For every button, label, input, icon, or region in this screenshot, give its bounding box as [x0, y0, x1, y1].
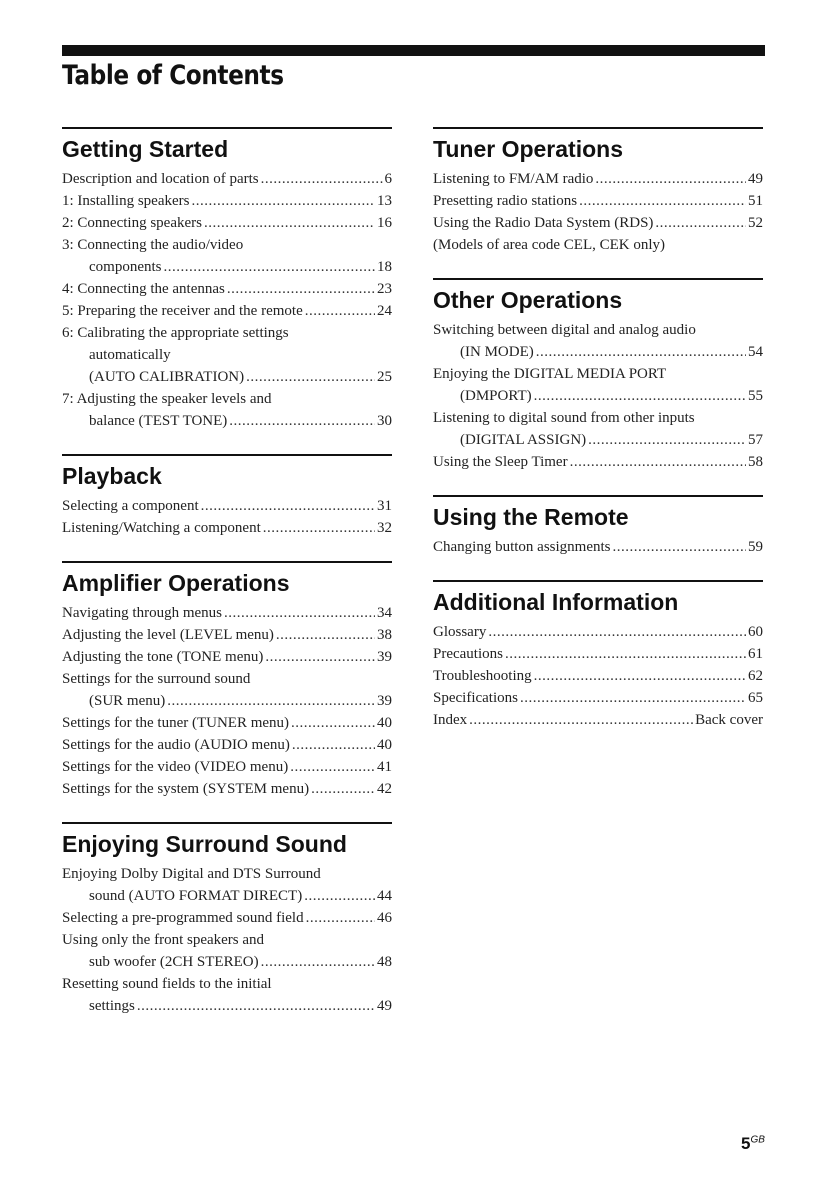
toc-entry-line — [433, 168, 763, 190]
toc-entry-line — [62, 366, 392, 388]
toc-entry-line — [62, 690, 392, 712]
toc-page-number: 52 — [748, 215, 763, 231]
toc-entry[interactable] — [433, 621, 763, 643]
toc-entry-text: Using only the front speakers and — [62, 932, 265, 948]
toc-entry[interactable] — [62, 624, 392, 646]
toc-entry[interactable] — [62, 388, 392, 432]
dot-leader — [261, 951, 375, 973]
toc-entry-line — [62, 973, 392, 995]
toc-entry-line — [62, 322, 392, 344]
toc-entry-text: 6: Calibrating the appropriate settings — [62, 325, 289, 341]
toc-entry-line — [433, 643, 763, 665]
toc-entry-line — [433, 212, 763, 234]
toc-entry-text: 3: Connecting the audio/video — [62, 237, 244, 253]
dot-leader — [229, 410, 375, 432]
toc-entry-text: Settings for the system (SYSTEM menu) — [62, 781, 310, 797]
dot-leader — [505, 643, 746, 665]
toc-entry[interactable] — [62, 322, 392, 388]
toc-entry[interactable] — [62, 190, 392, 212]
toc-entry-line — [433, 234, 763, 256]
toc-page-number: 44 — [377, 888, 392, 904]
toc-entry-text: (SUR menu) — [89, 693, 166, 709]
toc-page-number: 55 — [748, 388, 763, 404]
toc-page-number: 31 — [377, 498, 392, 514]
toc-entry-line — [62, 388, 392, 410]
toc-entry[interactable] — [433, 319, 763, 363]
section-title: Amplifier Operations — [62, 570, 290, 596]
toc-entry-line — [433, 709, 763, 731]
toc-entry-text: Listening to FM/AM radio — [433, 171, 594, 187]
toc-page-number: 6 — [384, 171, 392, 187]
dot-leader — [167, 690, 375, 712]
dot-leader — [304, 885, 375, 907]
section-title: Other Operations — [433, 287, 623, 313]
dot-leader — [261, 168, 383, 190]
toc-entry-text: Glossary — [433, 624, 487, 640]
toc-entry-line — [62, 907, 392, 929]
toc-entry-text: Adjusting the level (LEVEL menu) — [62, 627, 274, 643]
toc-page-number: 24 — [377, 303, 392, 319]
toc-entry[interactable] — [62, 168, 392, 190]
toc-entry-text: (IN MODE) — [460, 344, 534, 360]
toc-entry-text: Specifications — [433, 690, 518, 706]
toc-entry[interactable] — [62, 778, 392, 800]
toc-entry-text: 1: Installing speakers — [62, 193, 190, 209]
dot-leader — [613, 536, 747, 558]
section-additional-information — [433, 580, 763, 731]
right-column — [433, 127, 763, 731]
toc-page-number: 16 — [377, 215, 392, 231]
toc-entry-line — [433, 385, 763, 407]
toc-entry-line — [433, 451, 763, 473]
dot-leader — [655, 212, 746, 234]
toc-entry-line — [433, 319, 763, 341]
toc-entry-line — [433, 190, 763, 212]
toc-page-number: 40 — [377, 737, 392, 753]
toc-page-number: 58 — [748, 454, 763, 470]
dot-leader — [469, 709, 693, 731]
toc-entry-line — [62, 646, 392, 668]
toc-entry-text: Settings for the video (VIDEO menu) — [62, 759, 289, 775]
toc-entry-line — [62, 929, 392, 951]
toc-entry-text: Presetting radio stations — [433, 193, 578, 209]
toc-page-number: 25 — [377, 369, 392, 385]
toc-page-number: 48 — [377, 954, 392, 970]
toc-entry-text: Listening to digital sound from other inputs — [433, 410, 695, 426]
section-tuner-operations — [433, 127, 763, 256]
toc-entry-text: Selecting a pre-programmed sound field — [62, 910, 304, 926]
toc-page-number: 46 — [377, 910, 392, 926]
toc-entry[interactable] — [433, 190, 763, 212]
toc-entry-text: Listening/Watching a component — [62, 520, 261, 536]
toc-entry[interactable] — [62, 602, 392, 624]
toc-page-number: 57 — [748, 432, 763, 448]
toc-entry-line — [62, 624, 392, 646]
toc-entry-text: components — [89, 259, 162, 275]
toc-entry[interactable] — [433, 643, 763, 665]
toc-entry[interactable] — [62, 278, 392, 300]
toc-entry-text: Resetting sound fields to the initial — [62, 976, 272, 992]
toc-page-number: 34 — [377, 605, 392, 621]
section-amplifier-operations — [62, 561, 392, 800]
toc-entry[interactable] — [62, 300, 392, 322]
toc-entry-text: (DMPORT) — [460, 388, 532, 404]
toc-entry[interactable] — [62, 517, 392, 539]
dot-leader — [191, 190, 375, 212]
section-title: Additional Information — [433, 589, 679, 615]
toc-entry-text: 7: Adjusting the speaker levels and — [62, 391, 272, 407]
toc-entry-line — [62, 495, 392, 517]
toc-page-number: 51 — [748, 193, 763, 209]
page-number: $5^{GB}$ — [741, 1134, 765, 1153]
toc-entry-line — [62, 517, 392, 539]
toc-entry-line — [62, 734, 392, 756]
toc-entry-line — [62, 668, 392, 690]
toc-entry-text: Index — [433, 712, 468, 728]
toc-entry-text: Settings for the audio (AUDIO menu) — [62, 737, 290, 753]
toc-entry[interactable] — [433, 709, 763, 731]
toc-entry-text: settings — [89, 998, 135, 1014]
toc-entry[interactable] — [433, 363, 763, 407]
toc-entry-text: (Models of area code CEL, CEK only) — [433, 237, 666, 253]
toc-entry-line — [62, 602, 392, 624]
dot-leader — [595, 168, 746, 190]
toc-entry-text: 5: Preparing the receiver and the remote — [62, 303, 303, 319]
dot-leader — [290, 756, 375, 778]
toc-entry-text: Selecting a component — [62, 498, 199, 514]
toc-entry-line — [62, 712, 392, 734]
toc-page-number: 18 — [377, 259, 392, 275]
section-enjoying-surround-sound — [62, 822, 392, 1017]
toc-entry-line — [433, 429, 763, 451]
toc-entry-text: Changing button assignments — [433, 539, 611, 555]
toc-entry-line — [62, 778, 392, 800]
toc-entry-line — [62, 190, 392, 212]
toc-page-number: 60 — [748, 624, 763, 640]
toc-entry-line — [62, 995, 392, 1017]
section-using-the-remote — [433, 495, 763, 558]
toc-entry-text: Settings for the surround sound — [62, 671, 251, 687]
toc-page-number: 41 — [377, 759, 392, 775]
toc-page-number: 49 — [377, 998, 392, 1014]
toc-entry-line — [433, 665, 763, 687]
toc-entry-text: balance (TEST TONE) — [89, 413, 228, 429]
top-rule — [62, 45, 765, 56]
toc-entry-text: Precautions — [433, 646, 503, 662]
toc-entry[interactable] — [433, 687, 763, 709]
toc-page-number: 38 — [377, 627, 392, 643]
toc-entry[interactable] — [433, 212, 763, 234]
dot-leader — [164, 256, 376, 278]
toc-page-number: 30 — [377, 413, 392, 429]
section-getting-started — [62, 127, 392, 432]
section-title: Tuner Operations — [433, 136, 623, 162]
section-title: Getting Started — [62, 136, 229, 162]
toc-entry-text: Using the Radio Data System (RDS) — [433, 215, 654, 231]
toc-entry-text: Enjoying Dolby Digital and DTS Surround — [62, 866, 321, 882]
toc-entry[interactable] — [62, 756, 392, 778]
toc-entry[interactable] — [62, 907, 392, 929]
toc-page-number: 62 — [748, 668, 763, 684]
toc-entry-line — [62, 863, 392, 885]
dot-leader — [534, 385, 746, 407]
dot-leader — [292, 734, 375, 756]
dot-leader — [201, 495, 375, 517]
toc-entry[interactable] — [433, 665, 763, 687]
toc-page-number: 61 — [748, 646, 763, 662]
toc-entry-text: (DIGITAL ASSIGN) — [460, 432, 587, 448]
toc-entry-line — [62, 951, 392, 973]
toc-page-number: 42 — [377, 781, 392, 797]
toc-entry-line — [62, 885, 392, 907]
dot-leader — [204, 212, 375, 234]
dot-leader — [276, 624, 375, 646]
toc-page-number: Back cover — [695, 712, 763, 728]
toc-page-number: 39 — [377, 649, 392, 665]
toc-entry-text: Navigating through menus — [62, 605, 222, 621]
toc-entry-line — [62, 344, 392, 366]
toc-entry-line — [62, 256, 392, 278]
toc-page-number: 65 — [748, 690, 763, 706]
dot-leader — [570, 451, 746, 473]
toc-page-number: 40 — [377, 715, 392, 731]
dot-leader — [224, 602, 375, 624]
toc-entry-text: 2: Connecting speakers — [62, 215, 202, 231]
toc-entry[interactable] — [62, 863, 392, 907]
toc-entry-text: automatically — [89, 347, 171, 363]
toc-entry-text: Using the Sleep Timer — [433, 454, 568, 470]
toc-entry[interactable] — [433, 168, 763, 190]
toc-entry-text: Adjusting the tone (TONE menu) — [62, 649, 264, 665]
toc-entry-text: (AUTO CALIBRATION) — [89, 369, 245, 385]
dot-leader — [291, 712, 375, 734]
dot-leader — [488, 621, 746, 643]
toc-entry-text: 4: Connecting the antennas — [62, 281, 225, 297]
toc-page-number: 13 — [377, 193, 392, 209]
toc-entry-text: Switching between digital and analog audio — [433, 322, 696, 338]
toc-entry-line — [62, 212, 392, 234]
toc-entry-line — [62, 168, 392, 190]
toc-entry[interactable] — [62, 712, 392, 734]
toc-entry-line — [433, 621, 763, 643]
toc-entry[interactable] — [62, 234, 392, 278]
dot-leader — [588, 429, 746, 451]
toc-entry[interactable] — [433, 451, 763, 473]
dot-leader — [311, 778, 375, 800]
toc-page-number: 49 — [748, 171, 763, 187]
toc-entry-text: sound (AUTO FORMAT DIRECT) — [89, 888, 303, 904]
toc-entry-line — [433, 363, 763, 385]
toc-entry[interactable] — [62, 646, 392, 668]
toc-entry-text: Troubleshooting — [433, 668, 532, 684]
toc-entry-line — [62, 278, 392, 300]
toc-entry-line — [433, 687, 763, 709]
toc-entry-line — [62, 756, 392, 778]
toc-entry-text: Description and location of parts — [62, 171, 259, 187]
section-title: Playback — [62, 463, 162, 489]
toc-entry[interactable] — [62, 929, 392, 973]
toc-entry-line — [433, 407, 763, 429]
dot-leader — [520, 687, 746, 709]
dot-leader — [263, 517, 375, 539]
toc-entry-text: sub woofer (2CH STEREO) — [89, 954, 259, 970]
toc-entry[interactable] — [62, 668, 392, 712]
toc-entry[interactable] — [433, 234, 763, 256]
dot-leader — [305, 300, 375, 322]
section-title: Enjoying Surround Sound — [62, 831, 347, 857]
left-column — [62, 127, 392, 1017]
section-other-operations — [433, 278, 763, 473]
page-title: Table of Contents — [62, 60, 284, 91]
toc-entry-text: Enjoying the DIGITAL MEDIA PORT — [433, 366, 667, 382]
toc-entry[interactable] — [62, 973, 392, 1017]
toc-entry-line — [62, 300, 392, 322]
toc-entry-line — [433, 536, 763, 558]
dot-leader — [246, 366, 375, 388]
toc-page-number: 23 — [377, 281, 392, 297]
dot-leader — [227, 278, 375, 300]
toc-entry[interactable] — [62, 495, 392, 517]
toc-page-number: 39 — [377, 693, 392, 709]
toc-entry[interactable] — [62, 212, 392, 234]
toc-page-number: 59 — [748, 539, 763, 555]
toc-entry-line — [62, 410, 392, 432]
dot-leader — [137, 995, 375, 1017]
dot-leader — [579, 190, 746, 212]
toc-page-number: 32 — [377, 520, 392, 536]
toc-entry[interactable] — [62, 734, 392, 756]
toc-entry-line — [62, 234, 392, 256]
dot-leader — [534, 665, 746, 687]
section-title: Using the Remote — [433, 504, 629, 530]
toc-entry[interactable] — [433, 536, 763, 558]
dot-leader — [536, 341, 746, 363]
toc-entry-line — [433, 341, 763, 363]
dot-leader — [306, 907, 375, 929]
toc-entry-text: Settings for the tuner (TUNER menu) — [62, 715, 290, 731]
section-playback — [62, 454, 392, 539]
toc-page-number: 54 — [748, 344, 763, 360]
toc-entry[interactable] — [433, 407, 763, 451]
dot-leader — [265, 646, 375, 668]
